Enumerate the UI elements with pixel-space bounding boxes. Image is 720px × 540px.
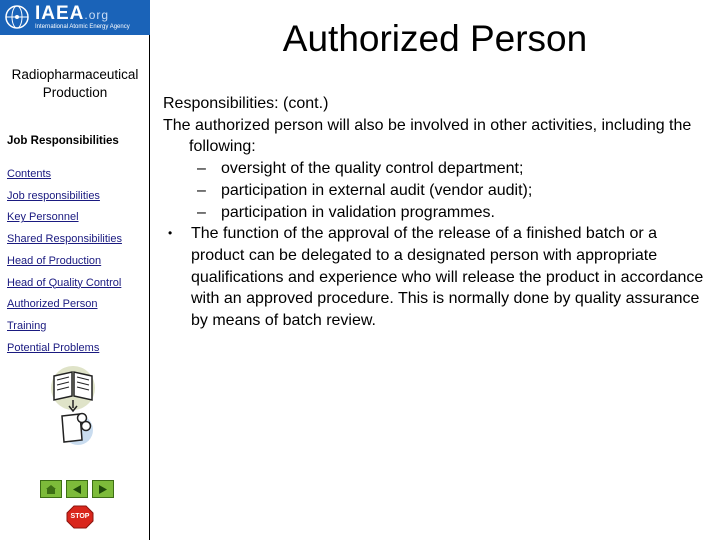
home-button[interactable] [40,480,62,498]
back-arrow-icon [71,484,83,495]
bullet-paragraph: • The function of the approval of the release of a finished batch or a product can be delegated to a designated person with appropriate qualifications and experience who will release the product in accordance with an approved procedure. This is normally done by quality assurance by means of batch review. [168,225,704,330]
navigation-buttons [40,480,114,498]
sidebar-item-head-of-production[interactable]: Head of Production [7,254,102,267]
sidebar-item-key-personnel[interactable]: Key Personnel [7,211,79,224]
sidebar-title: Radiopharmaceutical Production [11,67,139,100]
book-icon [48,364,98,446]
sidebar-item-contents[interactable]: Contents [7,168,52,180]
lead-paragraph: The authorized person will also be involved in other activities, including the following: [163,116,692,156]
page-title: Authorized Person [282,18,588,59]
sidebar-heading: Job Responsibilities [7,135,119,147]
sub-item-list [163,158,713,223]
sidebar-item-authorized-person[interactable]: Authorized Person [7,298,98,311]
bullet-marker: • [168,226,173,241]
sidebar-item-training[interactable]: Training [7,319,47,332]
responsibilities-heading: Responsibilities: (cont.) [163,95,329,112]
home-icon [45,484,57,495]
iaea-logo[interactable] [0,0,150,35]
globe-icon [4,4,30,30]
sidebar [0,0,150,540]
back-button[interactable] [66,480,88,498]
sidebar-nav [7,164,122,359]
stop-label: STOP [70,513,90,520]
sidebar-item-job-responsibilities[interactable]: Job responsibilities [7,189,100,202]
stop-button[interactable] [66,505,94,529]
slide-content [163,93,713,332]
forward-button[interactable] [92,480,114,498]
logo-subtitle: International Atomic Energy Agency [35,24,130,30]
sub-item: – participation in external audit (vendor audit); [197,181,533,199]
logo-text: IAEA.org [35,3,110,24]
sidebar-item-shared-responsibilities[interactable]: Shared Responsibilities [7,233,122,246]
forward-arrow-icon [97,484,109,495]
sidebar-item-head-of-quality-control[interactable]: Head of Quality Control [7,276,122,289]
sub-item: – participation in validation programmes. [197,203,495,221]
sub-item: – oversight of the quality control department; [197,160,524,178]
sidebar-item-potential-problems[interactable]: Potential Problems [7,341,100,354]
